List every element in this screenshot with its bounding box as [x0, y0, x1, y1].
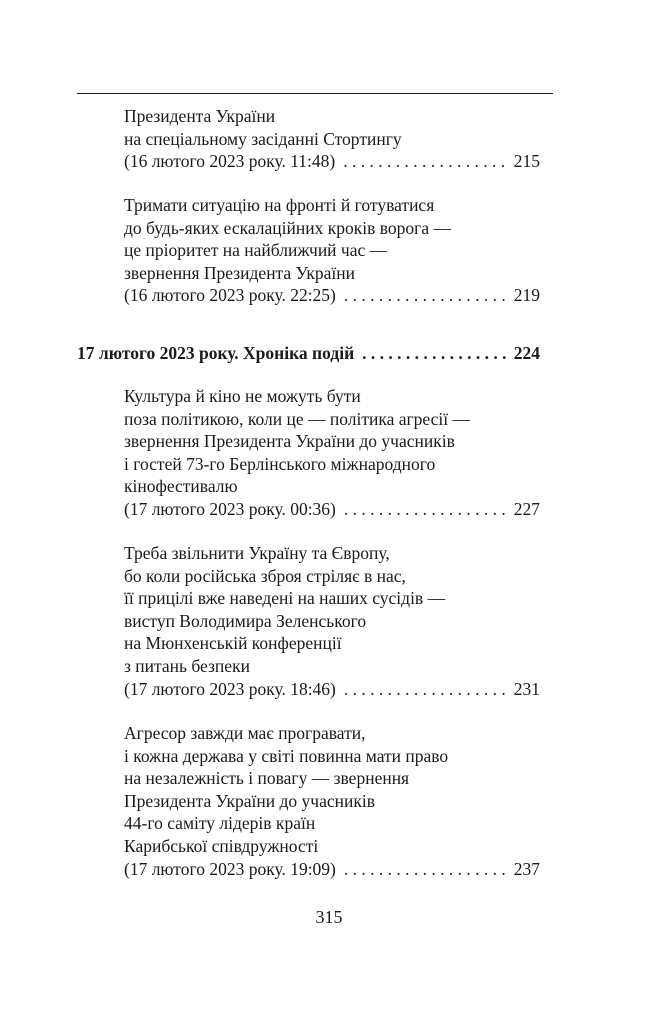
entry-title-line: на Мюнхенській конференції: [124, 633, 342, 654]
entry-date-line: [124, 678, 540, 701]
entry-title-line: Президента України: [124, 106, 276, 126]
entry-title-line: бо коли російська зброя стріляє в нас,: [124, 565, 406, 586]
entry-title-line: це пріоритет на найближчий час —: [124, 240, 388, 261]
entry-date: (16 лютого 2023 року. 11:48): [124, 151, 336, 172]
entry-date: (17 лютого 2023 року. 19:09): [124, 858, 336, 879]
entry-title-line: Президента України до учасників: [124, 790, 375, 811]
entry-page-number: 227: [513, 498, 540, 519]
dot-leader: [362, 342, 508, 365]
entry-title-line: звернення Президента України: [124, 262, 356, 283]
section-page-number: 224: [513, 343, 540, 363]
toc-entry: [124, 105, 540, 173]
entry-page-number: 215: [513, 151, 540, 172]
entry-date: (17 лютого 2023 року. 00:36): [124, 498, 336, 519]
entry-page-number: 231: [513, 678, 540, 699]
entry-title-line: Карибської співдружності: [124, 835, 319, 856]
page-number: 315: [315, 907, 343, 927]
entry-title-line: її прицілі вже наведені на наших сусідів —: [124, 588, 446, 609]
entry-page-number: 219: [513, 285, 540, 306]
entry-title-line: Тримати ситуацію на фронті й готуватися: [124, 195, 435, 215]
toc-entry: [124, 722, 540, 880]
dot-leader: [344, 284, 508, 307]
entry-page-number: 237: [513, 858, 540, 879]
entry-title-line: виступ Володимира Зеленського: [124, 610, 367, 631]
section-heading: [77, 342, 540, 365]
entry-title-line: на спеціальному засіданні Стортингу: [124, 128, 402, 149]
entry-title-line: на незалежність і повагу — звернення: [124, 768, 410, 789]
entry-title-line: Треба звільнити Україну та Європу,: [124, 543, 390, 563]
header-rule: [77, 93, 553, 94]
entry-title-line: звернення Президента України до учасників: [124, 431, 455, 452]
entry-title-line: Культура й кіно не можуть бути: [124, 386, 361, 406]
dot-leader: [343, 150, 508, 173]
entry-date: (16 лютого 2023 року. 22:25): [124, 285, 336, 306]
entry-title-line: до будь-яких ескалаційних кроків ворога —: [124, 217, 451, 238]
entry-date-line: [124, 150, 540, 173]
dot-leader: [344, 498, 508, 521]
toc-entry: [124, 194, 540, 307]
entry-date-line: [124, 858, 540, 881]
section-title: 17 лютого 2023 року. Хроніка подій: [77, 343, 355, 363]
entry-title-line: поза політикою, коли це — політика агресії —: [124, 408, 470, 429]
entry-title-line: Агресор завжди має програвати,: [124, 723, 366, 743]
entry-title-line: з питань безпеки: [124, 655, 250, 676]
entry-title-line: кінофестивалю: [124, 476, 238, 497]
entry-date-line: [124, 284, 540, 307]
toc-entry: [124, 542, 540, 700]
dot-leader: [344, 858, 508, 881]
entry-title-line: і кожна держава у світі повинна мати право: [124, 745, 449, 766]
entry-title-line: 44-го саміту лідерів країн: [124, 813, 316, 834]
entry-title-line: і гостей 73-го Берлінського міжнародного: [124, 453, 436, 474]
toc-entry: [124, 385, 540, 521]
entry-date-line: [124, 498, 540, 521]
dot-leader: [344, 678, 508, 701]
entry-date: (17 лютого 2023 року. 18:46): [124, 678, 336, 699]
